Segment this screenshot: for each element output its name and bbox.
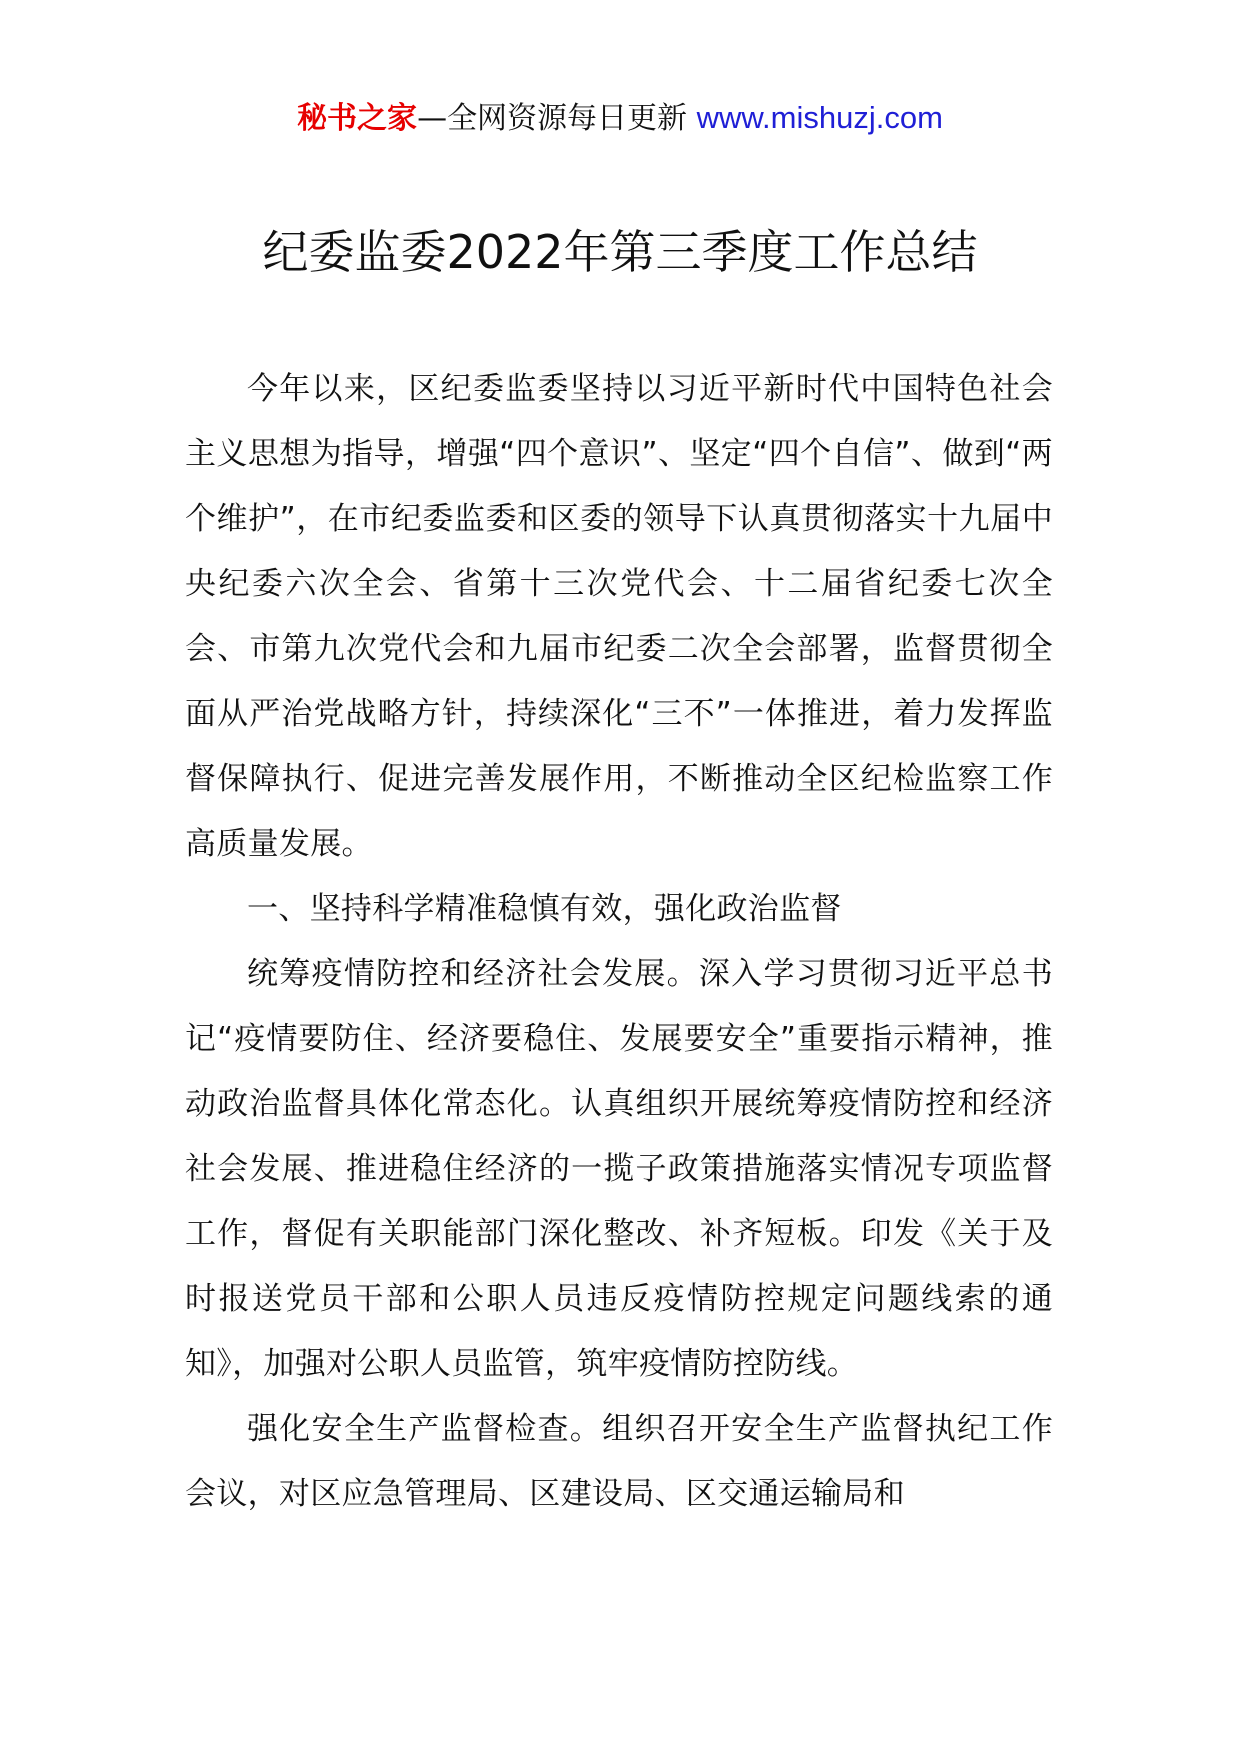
document-body [185, 357, 1053, 1527]
header-slogan: —全网资源每日更新 [417, 101, 697, 136]
document-title: 纪委监委2022年第三季度工作总结 [262, 225, 978, 279]
intro-paragraph: 今年以来，区纪委监委坚持以习近平新时代中国特色社会主义思想为指导，增强“四个意识”、坚定“四个自信”、做到“两个维护”，在市纪委监委和区委的领导下认真贯彻落实十九届中央纪委六次全会、省第十三次党代会、十二届省纪委七次全会、市第九次党代会和九届市纪委二次全会部署，监督贯彻全面从严治党战略方针，持续深化“三不”一体推进，着力发挥监督保障执行、促进完善发展作用，不断推动全区纪检监察工作高质量发展。 [185, 371, 1053, 862]
brand-name: 秘书之家 [297, 101, 418, 136]
section-heading: 一、坚持科学精准稳慎有效，强化政治监督 [247, 891, 842, 927]
body-paragraph: 强化安全生产监督检查。组织召开安全生产监督执纪工作会议，对区应急管理局、区建设局、区交通运输局和 [185, 1411, 1053, 1512]
site-header [0, 98, 1240, 139]
body-paragraph: 统筹疫情防控和经济社会发展。深入学习贯彻习近平总书记“疫情要防住、经济要稳住、发展要安全”重要指示精神，推动政治监督具体化常态化。认真组织开展统筹疫情防控和经济社会发展、推进稳住经济的一揽子政策措施落实情况专项监督工作，督促有关职能部门深化整改、补齐短板。印发《关于及时报送党员干部和公职人员违反疫情防控规定问题线索的通知》，加强对公职人员监管，筑牢疫情防控防线。 [185, 956, 1053, 1382]
site-url-link[interactable]: www.mishuzj.com [696, 100, 943, 135]
